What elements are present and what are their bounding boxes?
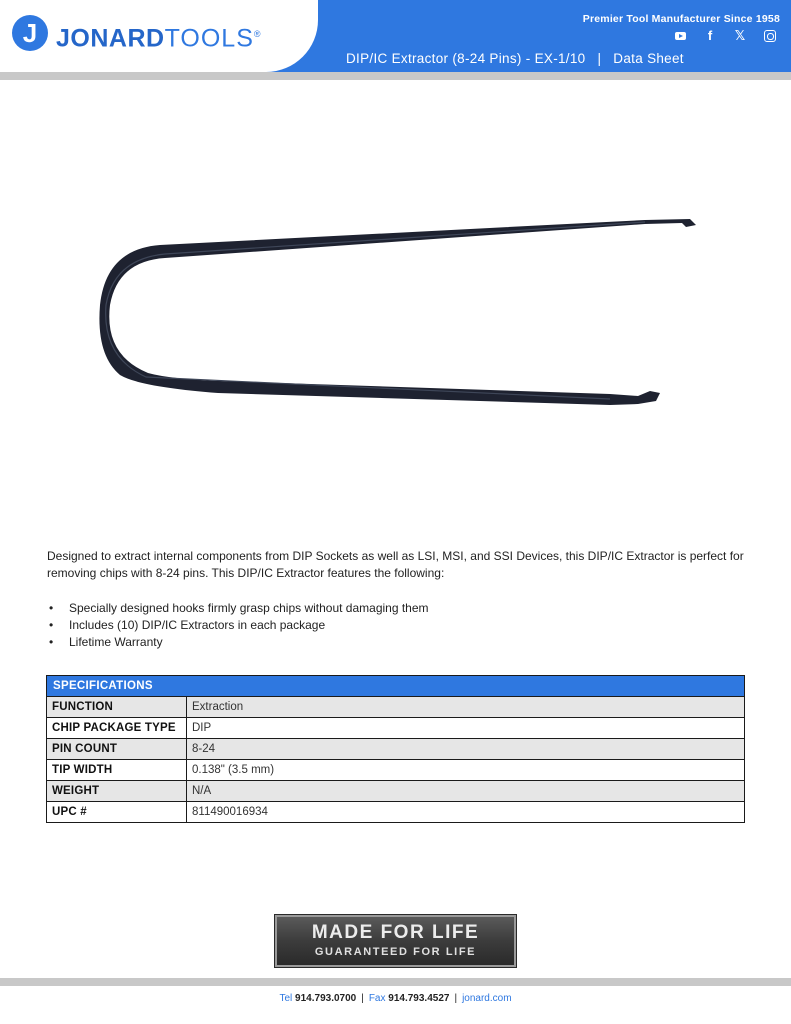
spec-value: Extraction	[187, 697, 745, 718]
feature-item	[47, 617, 429, 634]
made-for-life-badge	[275, 915, 516, 967]
page-header	[0, 0, 791, 72]
bullet-icon: •	[49, 618, 54, 632]
phone-number[interactable]: 914.793.0700	[295, 993, 357, 1004]
badge-title: MADE FOR LIFE	[311, 922, 480, 943]
product-description: Designed to extract internal components from DIP Sockets as well as LSI, MSI, and SSI Devices, this DIP/IC Extractor is perfect for removing chips with 8-24 pins. This DIP/IC Extractor features the following:	[47, 549, 744, 580]
specifications-heading: SPECIFICATIONS	[47, 676, 745, 697]
spec-key: UPC #	[47, 802, 187, 823]
feature-item	[47, 634, 429, 651]
spec-value: 811490016934	[187, 802, 745, 823]
facebook-icon[interactable]: f	[707, 28, 713, 43]
spec-key: TIP WIDTH	[47, 760, 187, 781]
footer-separator: |	[454, 993, 458, 1004]
table-row	[47, 781, 745, 802]
website-link[interactable]: jonard.com	[462, 993, 512, 1004]
spec-key: FUNCTION	[47, 697, 187, 718]
fax-number: 914.793.4527	[388, 993, 450, 1004]
logo-panel	[0, 0, 318, 72]
tagline: Premier Tool Manufacturer Since 1958	[582, 13, 780, 25]
spec-value: 0.138" (3.5 mm)	[187, 760, 745, 781]
specifications-table	[46, 675, 745, 823]
jonard-logo-icon: J	[12, 15, 48, 51]
logo-text-bold: JONARD	[56, 24, 165, 53]
spec-key: WEIGHT	[47, 781, 187, 802]
spec-value: DIP	[187, 718, 745, 739]
feature-list	[47, 600, 429, 651]
registered-mark: ®	[253, 29, 262, 39]
footer-divider-band	[0, 978, 791, 986]
header-divider-band	[0, 72, 791, 80]
feature-text: Includes (10) DIP/IC Extractors in each package	[69, 618, 326, 632]
contact-footer	[0, 993, 791, 1004]
footer-separator: |	[361, 993, 364, 1004]
brand-logo	[56, 20, 261, 52]
extractor-tool-body	[99, 219, 696, 405]
feature-text: Lifetime Warranty	[69, 635, 163, 649]
title-separator: |	[597, 51, 602, 66]
spec-key: PIN COUNT	[47, 739, 187, 760]
social-links	[669, 28, 781, 44]
table-row	[47, 802, 745, 823]
table-row	[47, 697, 745, 718]
table-row	[47, 760, 745, 781]
bullet-icon: •	[49, 601, 54, 615]
table-header-row	[47, 676, 745, 697]
bullet-icon: •	[49, 635, 54, 649]
product-image	[90, 205, 710, 420]
fax-label: Fax	[368, 993, 386, 1004]
product-title: DIP/IC Extractor (8-24 Pins) - EX-1/10	[346, 51, 586, 66]
document-subtitle	[346, 51, 684, 66]
table-row	[47, 718, 745, 739]
document-type: Data Sheet	[613, 51, 684, 66]
x-icon[interactable]: 𝕏	[734, 28, 746, 43]
spec-value: 8-24	[187, 739, 745, 760]
tel-label: Tel	[279, 993, 293, 1004]
logo-text-thin: TOOLS	[164, 24, 254, 53]
spec-key: CHIP PACKAGE TYPE	[47, 718, 187, 739]
feature-item	[47, 600, 429, 617]
youtube-icon[interactable]	[669, 28, 691, 44]
badge-subtitle: GUARANTEED FOR LIFE	[314, 946, 477, 958]
spec-value: N/A	[187, 781, 745, 802]
feature-text: Specially designed hooks firmly grasp chips without damaging them	[69, 601, 429, 615]
table-row	[47, 739, 745, 760]
instagram-icon[interactable]	[759, 28, 781, 44]
